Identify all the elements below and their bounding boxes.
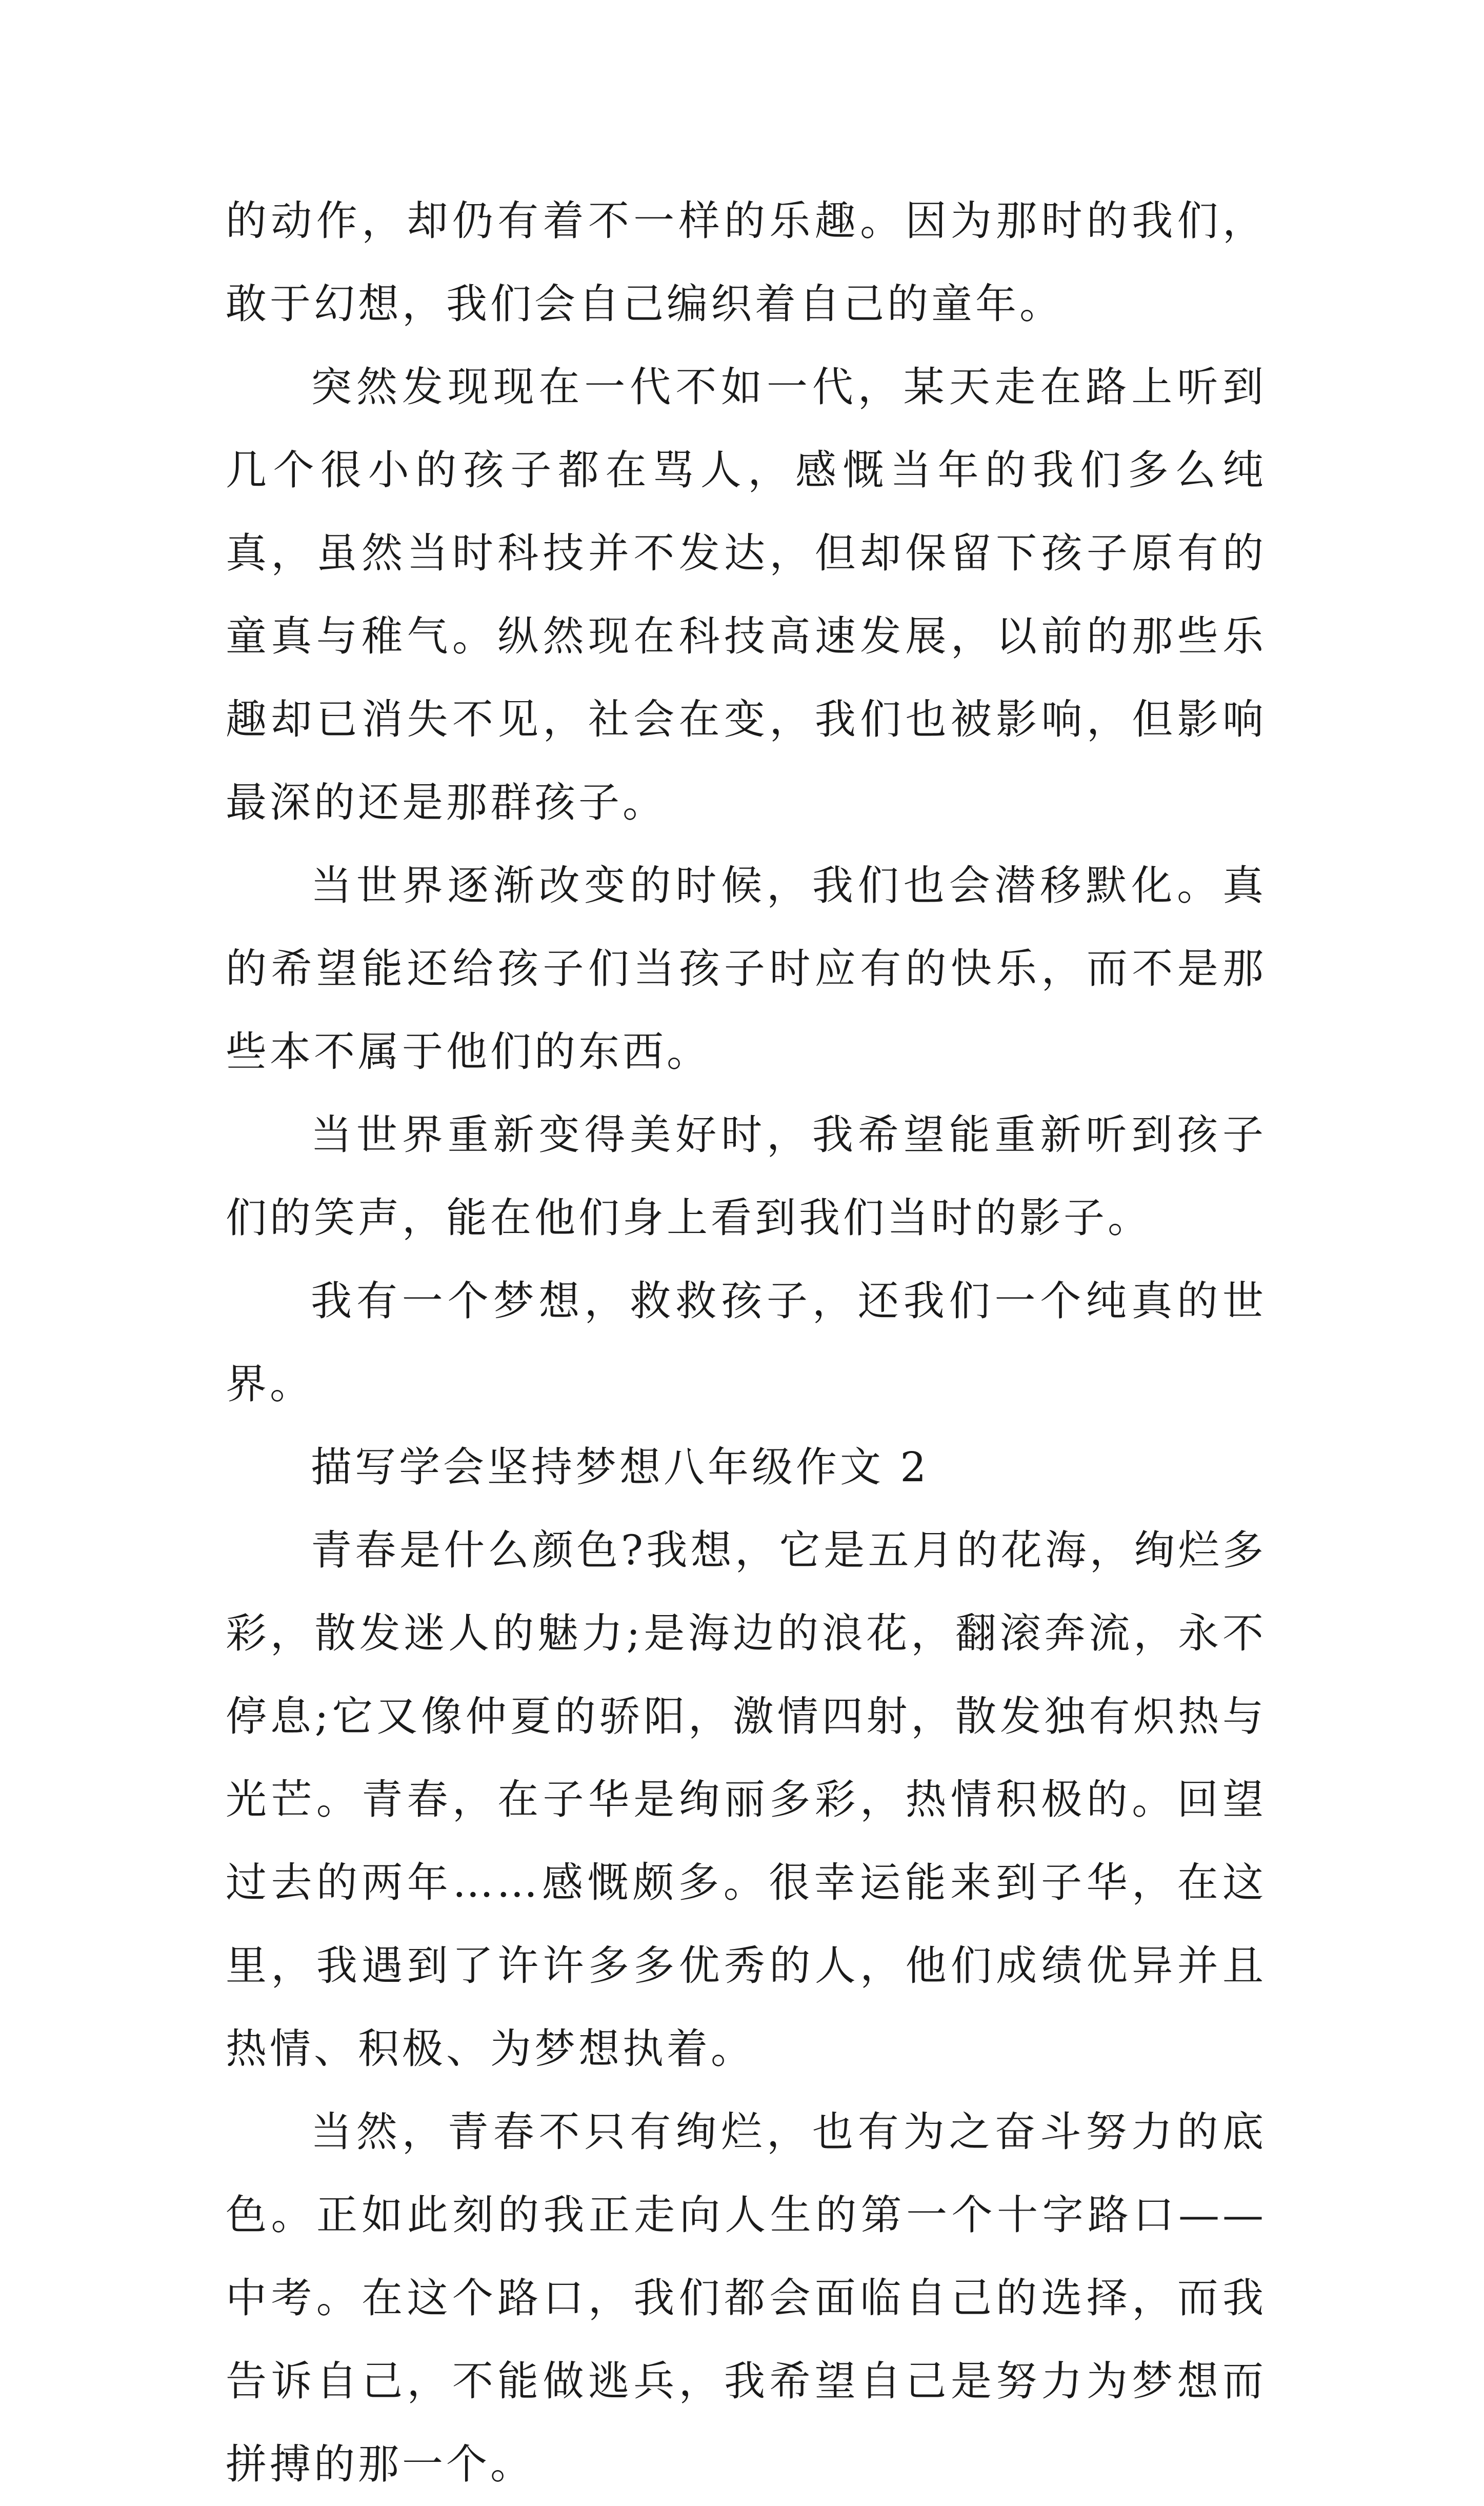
document-body — [226, 180, 1267, 2506]
paragraph-continuation: 的动作，却仍有着不一样的乐趣。因为那时的我们，敢于幻想，我们会自己编织着自己的童年。 — [226, 197, 1267, 328]
paragraph-crossroads: 当然，青春不只有绚烂，也有为之奋斗努力的底色。正如此刻的我正走向人生的第一个十字路口——中考。在这个路口，我们都会面临自己的选择，而我告诉自己，不能做逃兵，我希望自己是努力为梦想而拼搏的那一个。 — [226, 2108, 1267, 2488]
paragraph-world-change: 当世界逐渐改变的时候，我们也会潜移默化。真的希望能还给孩子们当孩子时应有的快乐，而不是那些本不属于他们的东西。 — [226, 862, 1267, 1076]
paragraph-world-better: 当世界重新变得美好时，我希望能重新听到孩子们的笑声，能在他们身上看到我们当时的影子。 — [226, 1111, 1267, 1242]
paragraph-children-change: 突然发现现在一代不如一代，某天走在路上听到几个很小的孩子都在骂人，感慨当年的我们多么纯真，虽然当时科技并不发达，但却保留下孩子原有的童真与稚气。纵然现在科技高速发展，以前的那些乐趣却已消失不见，社会在变，我们也被影响，但影响最深的还是那群孩子。 — [226, 363, 1267, 826]
paragraph-youth-color: 青春是什么颜色?我想，它是五月的花海，绚烂多彩，散发迷人的魅力;是海边的浪花，翻滚奔流，永不停息;它又像仲夏的骄阳，激情四射，散发独有炽热与光芒。青春，在子华是绚丽多彩，热情积极的。回望过去的两年……感慨颇多。很幸运能来到子华，在这里，我遇到了许许多多优秀的人，他们成绩优异并且热情、积极、为梦想执着。 — [226, 1526, 1267, 2073]
section-title: 描写学会坚持梦想八年级作文 2 — [311, 1443, 930, 1491]
paragraph-dream: 我有一个梦想，救救孩子，还我们一个纯真的世界。 — [226, 1277, 1267, 1408]
